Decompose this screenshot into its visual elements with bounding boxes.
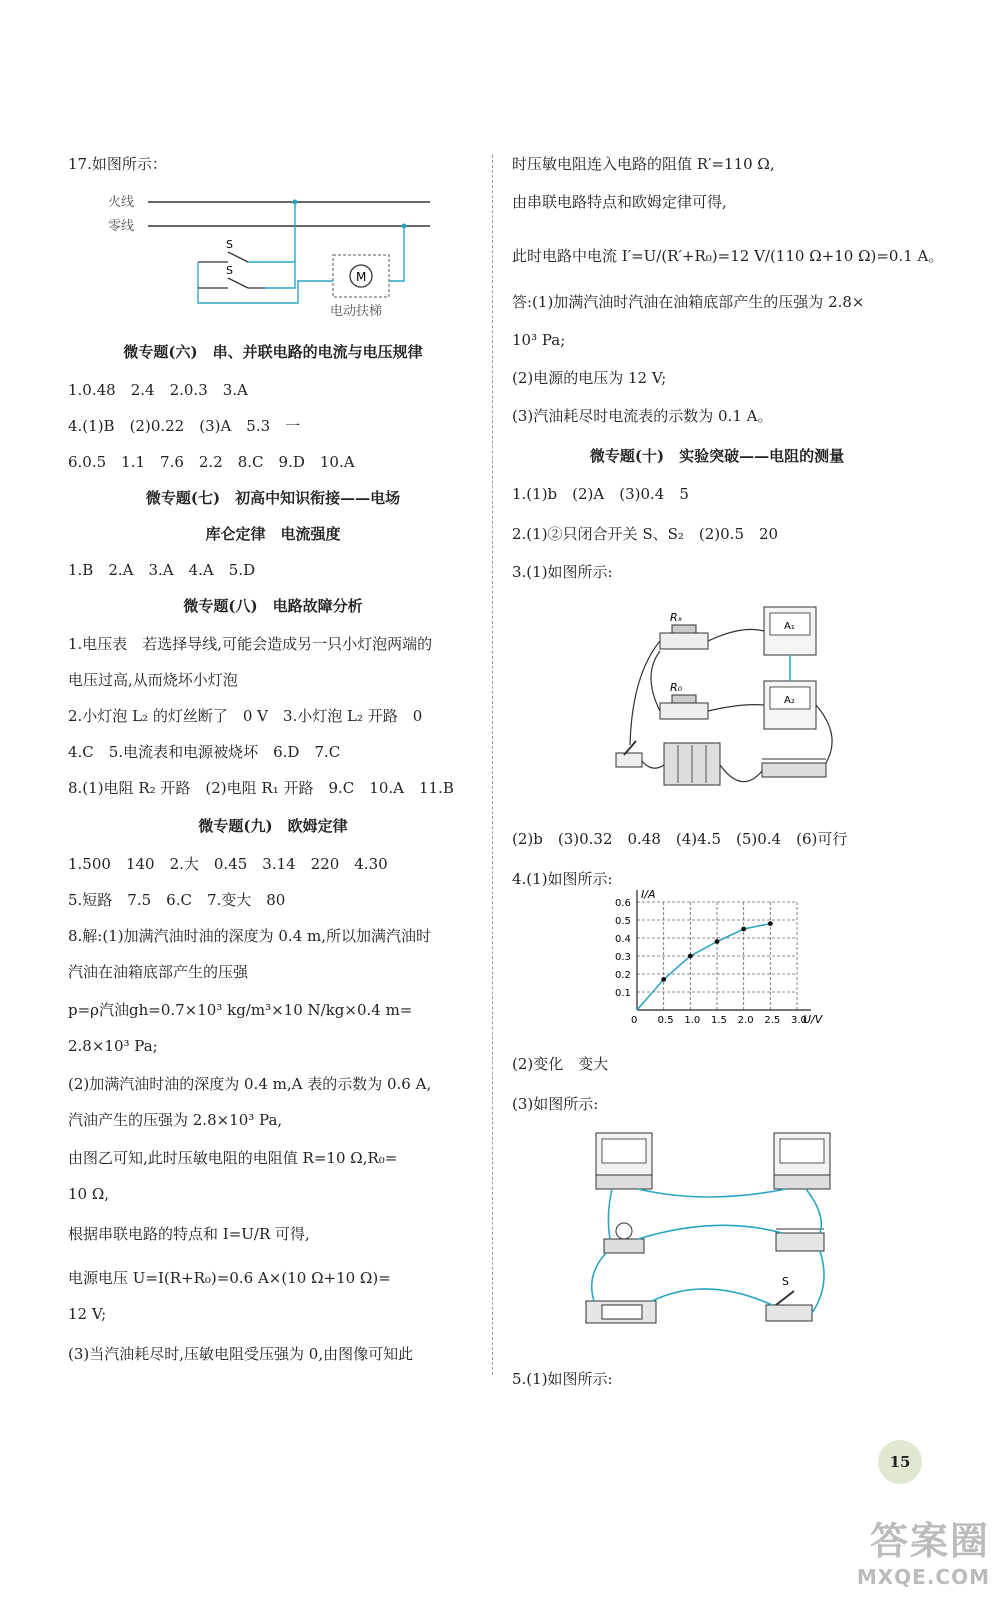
x-tick-label: 0.5 xyxy=(657,1015,674,1026)
x-tick-label: 1.5 xyxy=(711,1015,727,1026)
y-tick-label: 0.1 xyxy=(615,988,631,999)
ans9-line7: (2)加满汽油时油的深度为 0.4 m,A 表的示数为 0.6 A, xyxy=(68,1075,432,1093)
y-tick-label: 0.6 xyxy=(615,898,631,909)
ans8-line3: 2.小灯泡 L₂ 的灯丝断了 0 V 3.小灯泡 L₂ 开路 0 xyxy=(68,707,423,725)
cont-line4: 答:(1)加满汽油时汽油在油箱底部产生的压强为 2.8× xyxy=(512,293,865,311)
fig17-neutral-label: 零线 xyxy=(108,219,135,234)
fig3-a1-label: A₁ xyxy=(784,621,795,632)
ans9-line6: 2.8×10³ Pa; xyxy=(68,1037,158,1055)
ans9-line11: 根据串联电路的特点和 I=U/R 可得, xyxy=(68,1225,310,1243)
y-tick-label: 0.3 xyxy=(615,952,631,963)
y-tick-label: 0.5 xyxy=(615,916,631,927)
watermark-logo xyxy=(800,1510,990,1589)
ans10-line8: 5.(1)如图所示: xyxy=(512,1370,613,1388)
fig5-switch-label: S xyxy=(782,1275,789,1288)
y-tick-label: 0.4 xyxy=(615,934,631,945)
fig3-circuit xyxy=(612,595,852,805)
y-axis-label: I/A xyxy=(641,890,656,901)
x-tick-label: 2.0 xyxy=(737,1015,754,1026)
ans9-line13: 12 V; xyxy=(68,1305,107,1323)
cont-line2: 由串联电路特点和欧姆定律可得, xyxy=(512,193,727,211)
data-point xyxy=(688,954,693,959)
iv-chart xyxy=(607,890,837,1040)
fig17-caption: 电动扶梯 xyxy=(330,304,383,319)
ans8-line2: 电压过高,从而烧坏小灯泡 xyxy=(68,671,238,689)
watermark-url: MXQE.COM xyxy=(856,1565,990,1589)
x-tick-label: 2.5 xyxy=(764,1015,781,1026)
fig17-s1-label: S xyxy=(226,238,233,251)
ans8-line1: 1.电压表 若选择导线,可能会造成另一只小灯泡两端的 xyxy=(68,635,433,653)
ans8-line5: 8.(1)电阻 R₂ 开路 (2)电阻 R₁ 开路 9.C 10.A 11.B xyxy=(68,779,454,797)
fig3-r0-label: R₀ xyxy=(670,681,683,694)
ans10-line3: 3.(1)如图所示: xyxy=(512,563,613,581)
x-tick-label: 1.0 xyxy=(684,1015,701,1026)
heading-8: 微专题(八) 电路故障分析 xyxy=(183,597,363,615)
fig17-circuit xyxy=(108,185,438,320)
ans9-line9: 由图乙可知,此时压敏电阻的电阻值 R=10 Ω,R₀= xyxy=(68,1149,398,1167)
fig17-s2-label: S xyxy=(226,264,233,277)
heading-9: 微专题(九) 欧姆定律 xyxy=(198,817,348,835)
ans9-line12: 电源电压 U=I(R+R₀)=0.6 A×(10 Ω+10 Ω)= xyxy=(68,1269,391,1287)
cont-line7: (3)汽油耗尽时电流表的示数为 0.1 A。 xyxy=(512,407,773,425)
ans10-line4: (2)b (3)0.32 0.48 (4)4.5 (5)0.4 (6)可行 xyxy=(512,830,848,848)
fig3-rx-label: Rₓ xyxy=(670,611,683,624)
ans10-line1: 1.(1)b (2)A (3)0.4 5 xyxy=(512,485,689,503)
fig5-circuit xyxy=(576,1125,836,1335)
ans6-line3: 6.0.5 1.1 7.6 2.2 8.C 9.D 10.A xyxy=(68,453,355,471)
ans6-line1: 1.0.48 2.4 2.0.3 3.A xyxy=(68,381,248,399)
fig3-a2-label: A₂ xyxy=(784,695,795,706)
ans9-line4: 汽油在油箱底部产生的压强 xyxy=(68,963,249,981)
fig17-live-label: 火线 xyxy=(108,195,135,210)
heading-10: 微专题(十) 实验突破——电阻的测量 xyxy=(589,447,845,465)
ans10-line2: 2.(1)②只闭合开关 S、S₂ (2)0.5 20 xyxy=(512,525,779,543)
ans9-line10: 10 Ω, xyxy=(68,1185,110,1203)
ans8-line4: 4.C 5.电流表和电源被烧坏 6.D 7.C xyxy=(68,743,341,761)
ans9-line5: p=ρ汽油gh=0.7×10³ kg/m³×10 N/kg×0.4 m= xyxy=(68,1001,413,1019)
ans9-line2: 5.短路 7.5 6.C 7.变大 80 xyxy=(68,891,286,909)
fig17-motor-label: M xyxy=(356,270,367,284)
data-point xyxy=(661,977,666,982)
cont-line3: 此时电路中电流 I′=U/(R′+R₀)=12 V/(110 Ω+10 Ω)=0.1 A。 xyxy=(512,247,944,265)
column-divider xyxy=(492,155,493,1375)
data-point xyxy=(715,939,720,944)
heading-7a: 微专题(七) 初高中知识衔接——电场 xyxy=(145,489,401,507)
y-tick-label: 0.2 xyxy=(615,970,631,981)
ans10-line6: (2)变化 变大 xyxy=(512,1055,609,1073)
ans6-line2: 4.(1)B (2)0.22 (3)A 5.3 一 xyxy=(68,417,301,435)
iv-curve xyxy=(637,924,770,1010)
x-tick-label: 3.0 xyxy=(791,1015,807,1026)
ans9-line14: (3)当汽油耗尽时,压敏电阻受压强为 0,由图像可知此 xyxy=(68,1345,414,1363)
data-point xyxy=(768,921,773,926)
ans9-line8: 汽油产生的压强为 2.8×10³ Pa, xyxy=(68,1111,283,1129)
ans10-line7: (3)如图所示: xyxy=(512,1095,599,1113)
x-tick-label: 0 xyxy=(631,1015,638,1026)
ans9-line3: 8.解:(1)加满汽油时油的深度为 0.4 m,所以加满汽油时 xyxy=(68,927,431,945)
heading-7b: 库仑定律 电流强度 xyxy=(205,525,341,543)
watermark-big: 答案圈 xyxy=(869,1519,990,1563)
ans7-line1: 1.B 2.A 3.A 4.A 5.D xyxy=(68,561,256,579)
data-point xyxy=(741,927,746,932)
cont-line6: (2)电源的电压为 12 V; xyxy=(512,369,667,387)
q17-label: 17.如图所示： xyxy=(68,155,167,173)
cont-line5: 10³ Pa; xyxy=(512,331,566,349)
x-axis-label: U/V xyxy=(803,1013,823,1026)
ans10-line5: 4.(1)如图所示: xyxy=(512,870,613,888)
page-number: 15 xyxy=(878,1440,922,1484)
ans9-line1: 1.500 140 2.大 0.45 3.14 220 4.30 xyxy=(68,855,388,873)
heading-6: 微专题(六) 串、并联电路的电流与电压规律 xyxy=(123,343,423,361)
cont-line1: 时压敏电阻连入电路的阻值 R′=110 Ω, xyxy=(512,155,775,173)
